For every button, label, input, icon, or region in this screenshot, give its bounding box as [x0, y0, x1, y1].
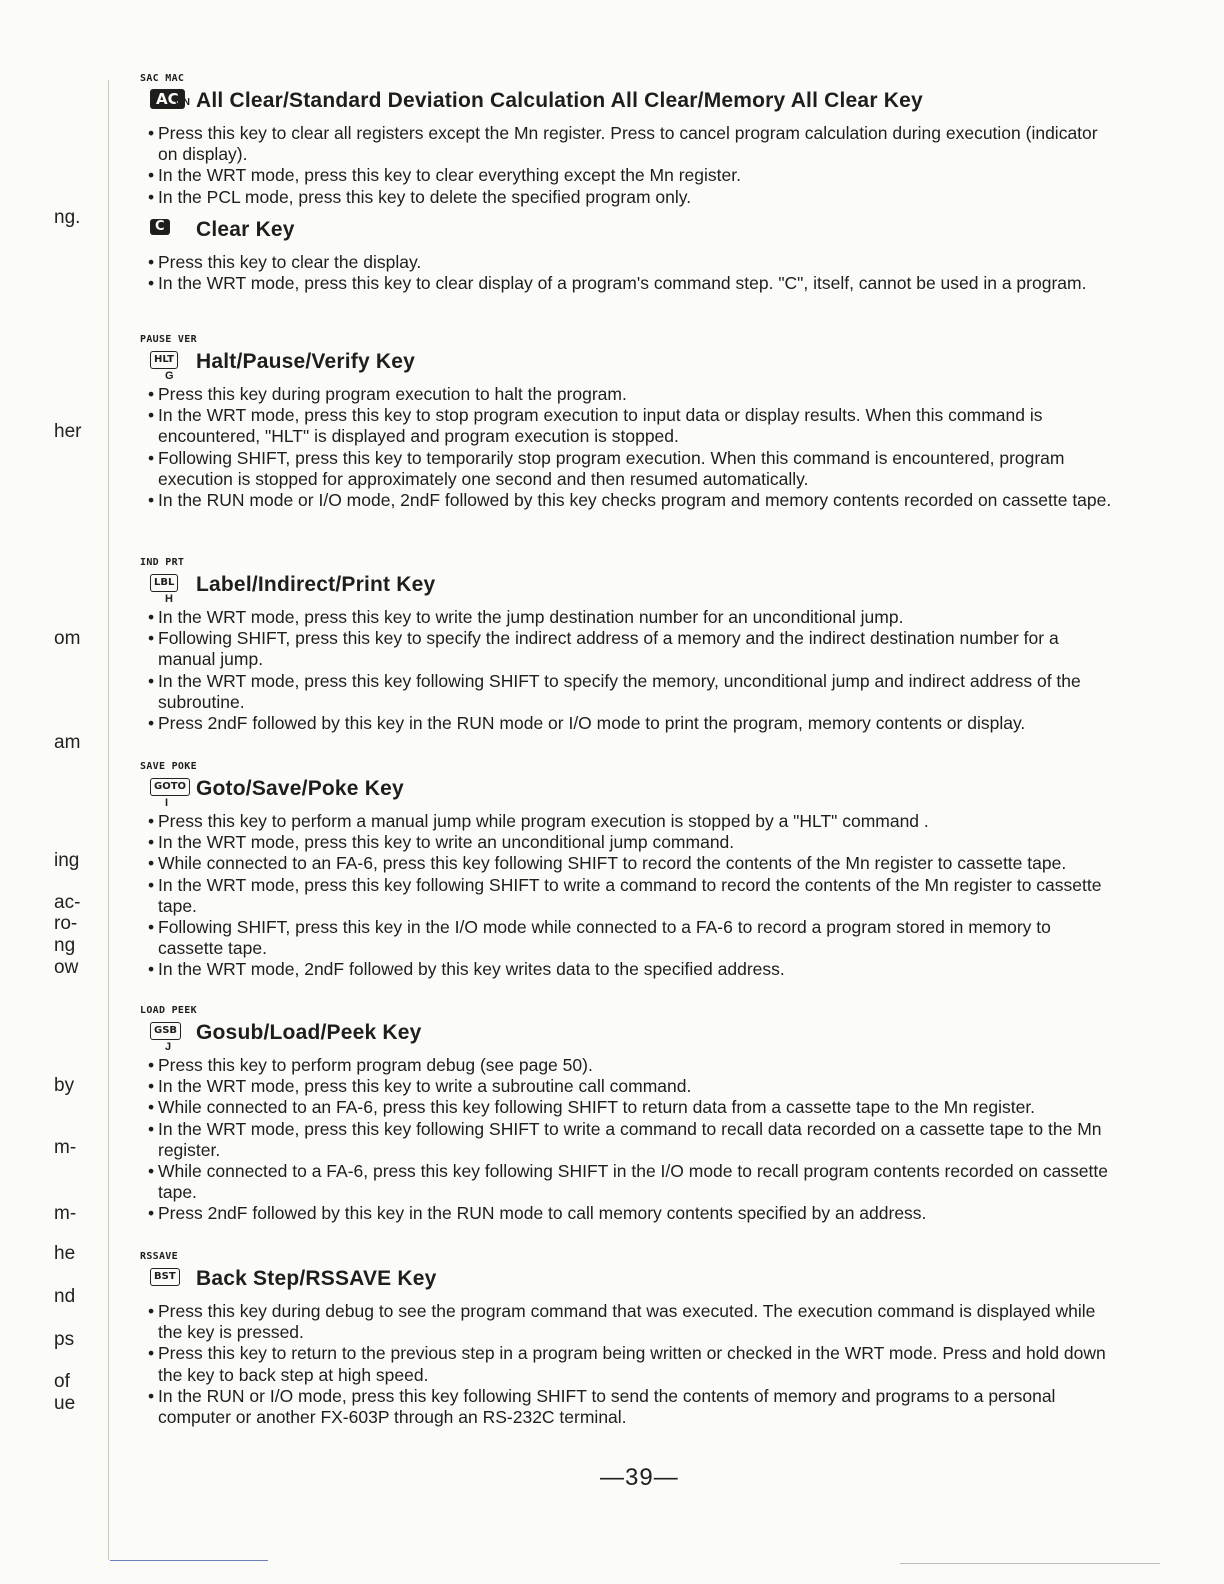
margin-fragment: ps: [54, 1329, 75, 1350]
page-number: —39—: [600, 1464, 679, 1491]
gsb-key-icon: GSB: [150, 1022, 181, 1040]
bullet-item: • While connected to a FA-6, press this key following SHIFT in the I/O mode to recall program contents recorded on cassette tape.: [158, 1161, 1115, 1203]
margin-fragment: m-: [54, 1137, 77, 1158]
bullet-item: • Press this key to return to the previous step in a program being written or checked in the WRT mode. Press and hold down the key to back step at high speed.: [158, 1343, 1115, 1385]
bullet-list: [140, 811, 1115, 981]
alpha-letter: G: [165, 370, 174, 382]
margin-fragment: her: [54, 421, 82, 442]
bottom-rule: [900, 1563, 1160, 1564]
hlt-key-icon: HLT: [150, 351, 178, 369]
bullet-item: • Press this key to perform program debug (see page 50).: [158, 1055, 1115, 1076]
margin-fragment: ow: [54, 957, 79, 978]
section-heading: [140, 85, 1115, 117]
bullet-item: • Press 2ndF followed by this key in the RUN mode or I/O mode to print the program, memory contents or display.: [158, 713, 1115, 734]
section-heading: [140, 1263, 1115, 1295]
key-symbol: [140, 214, 188, 246]
section-title: All Clear/Standard Deviation Calculation All Clear/Memory All Clear Key: [196, 89, 923, 112]
shifted-label: RSSAVE: [140, 1251, 178, 1262]
margin-fragment: ng: [54, 935, 76, 956]
section-clear-key: [140, 214, 1115, 294]
bullet-list: [140, 123, 1115, 208]
section-heading: [140, 346, 1115, 382]
bullet-item: • In the WRT mode, press this key to stop program execution to input data or display results. When this command is encountered, "HLT" is displayed and program execution is stopped.: [158, 405, 1115, 447]
key-symbol: [140, 346, 188, 382]
margin-fragment: am: [54, 732, 81, 753]
key-symbol: [140, 85, 188, 117]
section-heading: [140, 773, 1115, 809]
bullet-item: • In the WRT mode, press this key to write an unconditional jump command.: [158, 832, 1115, 853]
shifted-label: IND PRT: [140, 557, 185, 568]
margin-fragment: om: [54, 628, 81, 649]
bullet-item: • In the RUN or I/O mode, press this key following SHIFT to send the contents of memory and programs to a personal computer or another FX-603P through an RS-232C terminal.: [158, 1386, 1115, 1428]
section-title: Goto/Save/Poke Key: [196, 777, 404, 800]
section-goto-key: [140, 760, 1115, 981]
bullet-item: • In the PCL mode, press this key to delete the specified program only.: [158, 187, 1115, 208]
bullet-item: • Press this key to clear the display.: [158, 252, 1115, 273]
bullet-item: • In the WRT mode, press this key following SHIFT to specify the memory, unconditional jump and indirect address of the subroutine.: [158, 671, 1115, 713]
bullet-item: • Press this key during debug to see the program command that was executed. The execution command is displayed while the key is pressed.: [158, 1301, 1115, 1343]
bullet-item: • Press 2ndF followed by this key in the RUN mode to call memory contents specified by an address.: [158, 1203, 1115, 1224]
margin-fragment: m-: [54, 1203, 77, 1224]
section-gosub-key: [140, 1004, 1115, 1225]
binding-edge: [108, 80, 109, 1560]
bullet-item: • In the WRT mode, press this key to clear everything except the Mn register.: [158, 165, 1115, 186]
alpha-letter: H: [165, 593, 173, 605]
bullet-item: • In the WRT mode, press this key to clear display of a program's command step. "C", itself, cannot be used in a program.: [158, 273, 1115, 294]
bullet-item: • In the WRT mode, 2ndF followed by this key writes data to the specified address.: [158, 959, 1115, 980]
bst-key-icon: BST: [150, 1268, 180, 1286]
shifted-label: LOAD PEEK: [140, 1005, 197, 1016]
shifted-label: PAUSE VER: [140, 334, 197, 345]
bullet-item: • Following SHIFT, press this key to temporarily stop program execution. When this command is encountered, program execution is stopped for approximately one second and then resumed automatically.: [158, 448, 1115, 490]
bullet-item: • While connected to an FA-6, press this key following SHIFT to record the contents of the Mn register to cassette tape.: [158, 853, 1115, 874]
bullet-list: [140, 607, 1115, 734]
shifted-label: SAC MAC: [140, 73, 185, 84]
key-symbol: [140, 773, 188, 809]
margin-fragment: he: [54, 1243, 76, 1264]
lbl-key-icon: LBL: [150, 574, 178, 592]
margin-fragment: ng.: [54, 207, 81, 228]
bullet-item: • Press this key during program execution to halt the program.: [158, 384, 1115, 405]
margin-fragment: of: [54, 1371, 70, 1392]
alpha-letter: I: [165, 797, 169, 809]
bullet-list: [140, 1301, 1115, 1428]
section-title: Label/Indirect/Print Key: [196, 573, 436, 596]
bullet-item: • In the WRT mode, press this key to write the jump destination number for an unconditional jump.: [158, 607, 1115, 628]
section-title: Halt/Pause/Verify Key: [196, 350, 415, 373]
section-heading: [140, 569, 1115, 605]
margin-fragment: nd: [54, 1286, 76, 1307]
bullet-list: [140, 384, 1115, 511]
margin-fragment: ac-: [54, 892, 81, 913]
bullet-item: • In the WRT mode, press this key following SHIFT to write a command to recall data recorded on a cassette tape to the Mn register.: [158, 1119, 1115, 1161]
key-symbol: [140, 1263, 188, 1295]
section-label-key: [140, 556, 1115, 734]
section-title: Clear Key: [196, 218, 295, 241]
section-title: Gosub/Load/Peek Key: [196, 1021, 422, 1044]
section-title: Back Step/RSSAVE Key: [196, 1267, 437, 1290]
bullet-item: • Following SHIFT, press this key in the I/O mode while connected to a FA-6 to record a program stored in memory to cassette tape.: [158, 917, 1115, 959]
bullet-list: [140, 1055, 1115, 1225]
bullet-list: [140, 252, 1115, 294]
shifted-label: SAVE POKE: [140, 761, 197, 772]
key-symbol: [140, 569, 188, 605]
alpha-letter: J: [165, 1041, 172, 1053]
bullet-item: • In the WRT mode, press this key following SHIFT to write a command to record the contents of the Mn register to cassette tape.: [158, 875, 1115, 917]
margin-fragment: ing: [54, 850, 80, 871]
c-key-icon: C: [150, 219, 170, 235]
section-halt-key: [140, 333, 1115, 511]
bullet-item: • In the WRT mode, press this key to write a subroutine call command.: [158, 1076, 1115, 1097]
bullet-item: • In the RUN mode or I/O mode, 2ndF followed by this key checks program and memory contents recorded on cassette tape.: [158, 490, 1115, 511]
bullet-item: • Press this key to perform a manual jump while program execution is stopped by a "HLT" command .: [158, 811, 1115, 832]
section-heading: [140, 1017, 1115, 1053]
section-back-step-key: [140, 1250, 1115, 1428]
bottom-rule: [110, 1560, 268, 1561]
section-heading: [140, 214, 1115, 246]
margin-fragment: ro-: [54, 913, 78, 934]
bullet-item: • Following SHIFT, press this key to specify the indirect address of a memory and the indirect destination number for a manual jump.: [158, 628, 1115, 670]
margin-fragment: by: [54, 1075, 75, 1096]
section-ac-key: [140, 72, 1115, 208]
margin-fragment: ue: [54, 1393, 76, 1414]
bullet-item: • While connected to an FA-6, press this key following SHIFT to return data from a cassette tape to the Mn register.: [158, 1097, 1115, 1118]
key-symbol: [140, 1017, 188, 1053]
ac-key-icon: AC: [150, 89, 185, 109]
on-label: ON: [175, 97, 190, 108]
goto-key-icon: GOTO: [150, 778, 190, 796]
bullet-item: • Press this key to clear all registers except the Mn register. Press to cancel program calculation during execution (indicator on display).: [158, 123, 1115, 165]
